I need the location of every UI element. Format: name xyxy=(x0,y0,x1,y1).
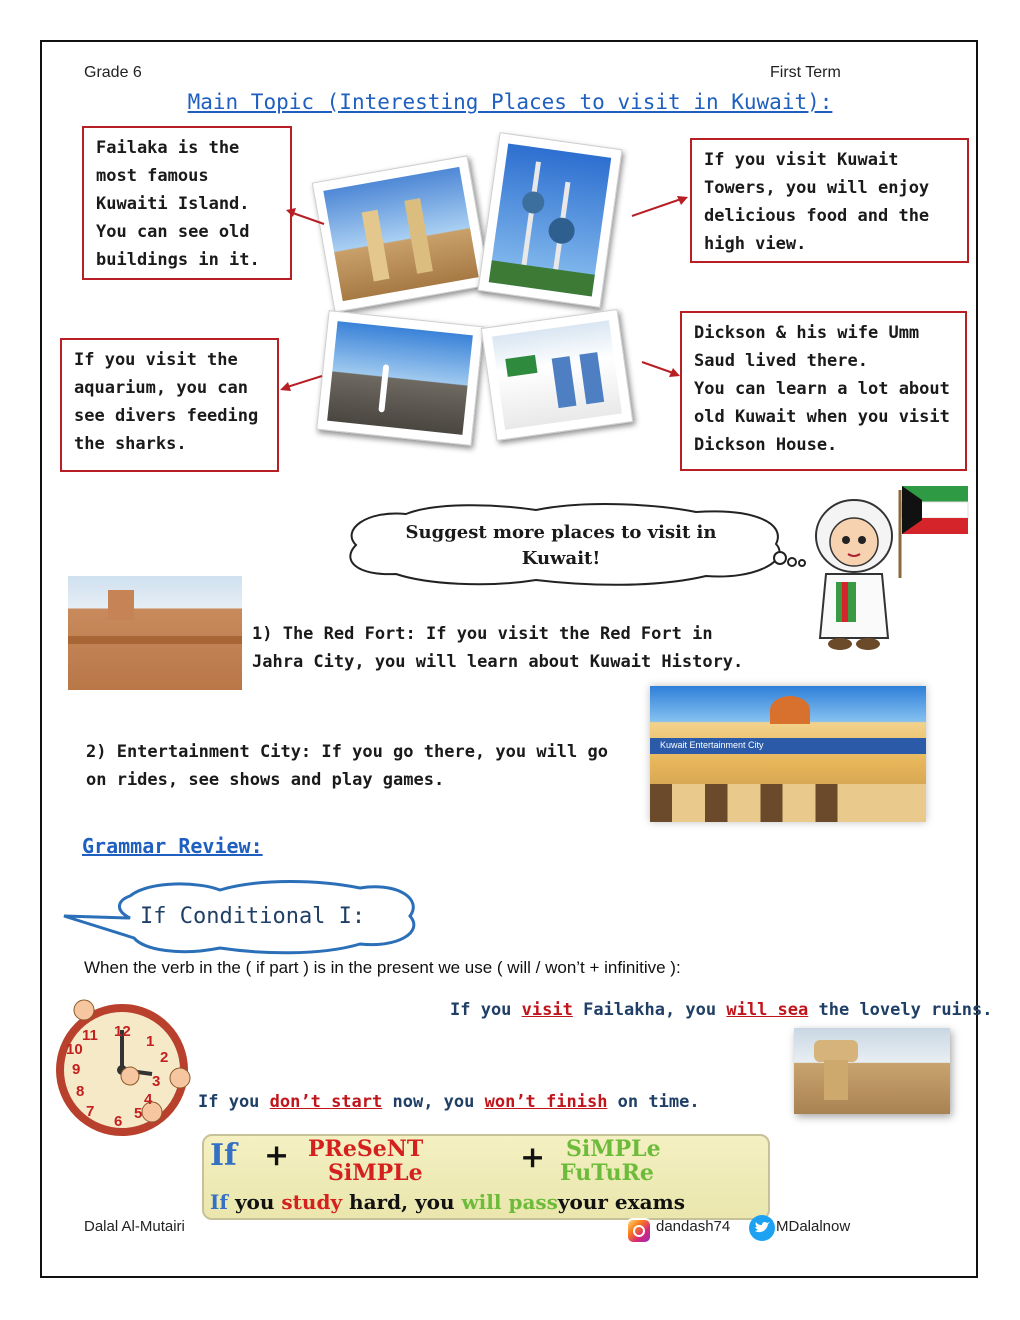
clock-number: 10 xyxy=(66,1041,83,1058)
highlight-visit: visit xyxy=(521,1000,573,1020)
clock-number: 8 xyxy=(76,1083,85,1100)
clock-number: 5 xyxy=(134,1105,143,1122)
formula-banner: If + PReSeNT SiMPLe + SiMPLe FuTuRe If you study hard, you will passyour exams xyxy=(202,1134,770,1220)
twitter-handle: MDalalnow xyxy=(776,1218,851,1235)
term-label: First Term xyxy=(770,64,841,81)
suggestion-red-fort: 1) The Red Fort: If you visit the Red Fort in Jahra City, you will learn about Kuwait History. xyxy=(252,624,744,672)
clock-number: 4 xyxy=(144,1091,153,1108)
clock-number: 2 xyxy=(160,1049,169,1066)
dickson-box: Dickson & his wife Umm Saud lived there. You can learn a lot about old Kuwait when you visit Dickson House. xyxy=(680,311,967,471)
failaka-box: Failaka is the most famous Kuwaiti Island. You can see old buildings in it. xyxy=(82,126,292,280)
author-name: Dalal Al-Mutairi xyxy=(84,1218,185,1235)
arrow-to-towers-icon xyxy=(628,194,690,220)
clock-number: 7 xyxy=(86,1103,95,1120)
example-sentence-1: If you visit Failakha, you will sea the lovely ruins. xyxy=(450,1000,993,1020)
instagram-icon xyxy=(626,1218,652,1244)
arrow-to-aquarium-icon xyxy=(278,372,326,394)
entertainment-city-photo xyxy=(650,686,926,822)
main-topic-title: Main Topic (Interesting Places to visit in Kuwait): xyxy=(187,90,833,114)
kuwait-towers-photo xyxy=(477,132,622,308)
arrow-to-failaka-icon xyxy=(284,204,328,228)
clock-number: 6 xyxy=(114,1113,123,1130)
highlight-wont-finish: won’t finish xyxy=(484,1092,608,1112)
suggestion-entertainment-city: 2) Entertainment City: If you go there, you will go on rides, see shows and play games. xyxy=(86,742,608,790)
red-fort-photo xyxy=(68,576,242,690)
conditional-title: If Conditional I: xyxy=(140,904,366,929)
dickson-house-photo xyxy=(481,309,634,441)
failaka-ruins-photo xyxy=(312,155,491,312)
formula-example: If you study hard, you will passyour exams xyxy=(210,1190,685,1214)
arrow-to-dickson-icon xyxy=(638,358,682,380)
rule-text: When the verb in the ( if part ) is in the present we use ( will / won’t + infinitive ): xyxy=(84,958,681,977)
clock-number: 9 xyxy=(72,1061,81,1078)
entertainment-sign: Kuwait Entertainment City xyxy=(660,740,764,750)
example-sentence-2: If you don’t start now, you won’t finish on time. xyxy=(198,1092,700,1112)
ruins-photo xyxy=(794,1028,950,1114)
aquarium-box: If you visit the aquarium, you can see divers feeding the sharks. xyxy=(60,338,279,472)
aquarium-photo xyxy=(316,310,484,446)
kids-clock-illustration xyxy=(48,994,198,1142)
clock-number: 1 xyxy=(146,1033,155,1050)
clock-number: 11 xyxy=(82,1027,98,1044)
twitter-icon xyxy=(748,1214,776,1242)
clock-number: 3 xyxy=(152,1073,161,1090)
instagram-handle: dandash74 xyxy=(656,1218,731,1235)
cloud-prompt: Suggest more places to visit in Kuwait! xyxy=(405,522,717,569)
grade-label: Grade 6 xyxy=(84,64,142,81)
kuwaiti-boy-with-flag-illustration xyxy=(806,478,978,656)
grammar-review-heading: Grammar Review: xyxy=(82,834,263,858)
clock-number: 12 xyxy=(114,1023,131,1040)
highlight-will-sea: will sea xyxy=(726,1000,809,1020)
highlight-dont-start: don’t start xyxy=(269,1092,383,1112)
towers-box: If you visit Kuwait Towers, you will enjoy delicious food and the high view. xyxy=(690,138,969,263)
